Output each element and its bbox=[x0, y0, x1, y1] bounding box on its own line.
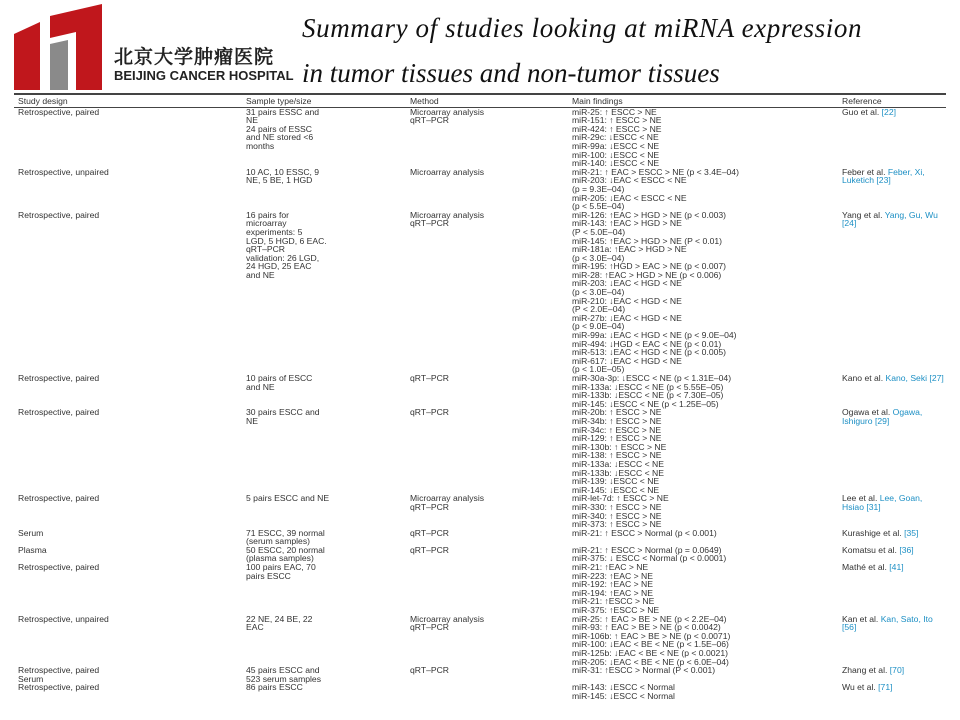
findings-cell-line: miR-let-7d: ↑ ESCC > NE bbox=[572, 493, 669, 504]
slide-title bbox=[302, 6, 952, 96]
study-design-cell-line: Retrospective, paired bbox=[18, 407, 100, 418]
findings-cell-line: miR-25: ↑ EAC > BE > NE (p < 2.2E–04) bbox=[572, 613, 727, 624]
findings-cell-line: miR-125b: ↓EAC < BE < NE (p < 0.0021) bbox=[572, 648, 728, 658]
header-study-design: Study design bbox=[14, 94, 242, 107]
study-design-cell-line: Retrospective, paired bbox=[18, 493, 100, 504]
reference-author: Lee et al. bbox=[842, 493, 880, 504]
findings-cell-line: miR-375: ↑ESCC > NE bbox=[572, 605, 660, 616]
findings-cell-line: (P < 2.0E–04) bbox=[572, 304, 626, 315]
header-reference: Reference bbox=[838, 94, 946, 107]
findings-cell-line: miR-205: ↓EAC < BE < NE (p < 6.0E–04) bbox=[572, 656, 729, 667]
method-cell-line: Microarray analysis bbox=[410, 613, 485, 624]
sample-cell-line: experiments: 5 bbox=[246, 226, 303, 237]
findings-cell-line: miR-28: ↑EAC > HGD > NE (p < 0.006) bbox=[572, 269, 722, 280]
study-design-cell-line: Retrospective, paired bbox=[18, 209, 100, 220]
sample-cell-line: 100 pairs EAC, 70 bbox=[246, 562, 316, 573]
study-design-cell-line: Plasma bbox=[18, 544, 47, 555]
study-design-cell bbox=[14, 408, 242, 494]
study-design-cell bbox=[14, 494, 242, 528]
findings-cell-line: miR-223: ↑EAC > NE bbox=[572, 570, 653, 581]
findings-cell bbox=[568, 494, 838, 528]
findings-cell-line: miR-143: ↓ESCC < Normal bbox=[572, 682, 675, 693]
sample-cell-line: NE bbox=[246, 115, 258, 126]
sample-cell-line: and NE stored <6 bbox=[246, 132, 314, 143]
method-cell-line: qRT–PCR bbox=[410, 115, 450, 126]
header-main-findings: Main findings bbox=[568, 94, 838, 107]
study-design-cell bbox=[14, 374, 242, 408]
findings-cell-line: miR-373: ↑ ESCC > NE bbox=[572, 519, 662, 530]
findings-cell-line: miR-133a: ↓ESCC < NE bbox=[572, 458, 664, 469]
findings-cell-line: miR-106b: ↑ EAC > BE > NE (p < 0.0071) bbox=[572, 630, 731, 641]
method-cell bbox=[406, 408, 568, 494]
study-design-cell bbox=[14, 529, 242, 546]
findings-cell-line: miR-27b: ↓EAC < HGD < NE bbox=[572, 312, 682, 323]
reference-cell bbox=[838, 529, 946, 546]
findings-cell-line: miR-513: ↓EAC < HGD < NE (p < 0.005) bbox=[572, 347, 727, 358]
findings-cell bbox=[568, 615, 838, 667]
findings-cell-line: miR-195: ↑HGD > EAC > NE (p < 0.007) bbox=[572, 261, 727, 272]
findings-cell-line: (P < 5.0E–04) bbox=[572, 226, 626, 237]
sample-cell-line: NE, 5 BE, 1 HGD bbox=[246, 175, 313, 186]
table-row bbox=[14, 546, 946, 563]
method-cell-line bbox=[410, 563, 568, 572]
sample-cell bbox=[242, 563, 406, 615]
method-cell bbox=[406, 529, 568, 546]
sample-cell bbox=[242, 546, 406, 563]
findings-cell-line: miR-330: ↑ ESCC > NE bbox=[572, 501, 662, 512]
sample-cell bbox=[242, 408, 406, 494]
table-row bbox=[14, 374, 946, 408]
study-design-cell bbox=[14, 683, 242, 700]
table-row bbox=[14, 563, 946, 615]
study-design-cell bbox=[14, 168, 242, 211]
sample-cell-line: 31 pairs ESSC and bbox=[246, 106, 320, 117]
reference-author: Guo et al. bbox=[842, 106, 882, 117]
reference-author: Kurashige et al. bbox=[842, 527, 905, 538]
reference-cell bbox=[838, 408, 946, 494]
sample-cell-line: 24 pairs of ESSC bbox=[246, 123, 312, 134]
reference-cell bbox=[838, 546, 946, 563]
findings-cell-line: (p < 1.0E–05) bbox=[572, 364, 625, 375]
sample-cell-line: validation: 26 LGD, bbox=[246, 252, 320, 263]
study-design-cell-line: Retrospective, unpaired bbox=[18, 166, 109, 177]
findings-cell-line: miR-21: ↑ ESCC > Normal (p = 0.0649) bbox=[572, 544, 722, 555]
sample-cell-line: and NE bbox=[246, 381, 275, 392]
reference-cell bbox=[838, 563, 946, 615]
sample-cell-line: 45 pairs ESCC and bbox=[246, 665, 320, 676]
sample-cell-line: 86 pairs ESCC bbox=[246, 682, 303, 693]
findings-cell bbox=[568, 168, 838, 211]
sample-cell bbox=[242, 168, 406, 211]
findings-cell-line: miR-424: ↑ ESCC > NE bbox=[572, 123, 662, 134]
findings-cell-line: miR-126: ↑EAC > HGD > NE (p < 0.003) bbox=[572, 209, 727, 220]
findings-cell-line: miR-494: ↓HGD < EAC < NE (p < 0.01) bbox=[572, 338, 722, 349]
reference-link[interactable]: Feber, Xi, Luketich [23] bbox=[842, 166, 925, 186]
method-cell-line: qRT–PCR bbox=[410, 665, 450, 676]
findings-cell-line: miR-140: ↓ESCC < NE bbox=[572, 158, 660, 169]
table-row bbox=[14, 529, 946, 546]
method-cell-line: qRT–PCR bbox=[410, 527, 450, 538]
header-sample-type: Sample type/size bbox=[242, 94, 406, 107]
sample-cell-line: 10 pairs of ESCC bbox=[246, 373, 313, 383]
findings-cell-line: miR-145: ↑EAC > HGD > NE (P < 0.01) bbox=[572, 235, 723, 246]
sample-cell bbox=[242, 615, 406, 667]
reference-author: Ogawa et al. bbox=[842, 407, 893, 418]
studies-table bbox=[14, 93, 946, 701]
findings-cell-line: miR-20b: ↑ ESCC > NE bbox=[572, 407, 662, 418]
reference-cell bbox=[838, 683, 946, 700]
reference-author: Feber et al. bbox=[842, 166, 888, 177]
sample-cell bbox=[242, 529, 406, 546]
findings-cell-line: miR-30a-3p: ↓ESCC < NE (p < 1.31E–04) bbox=[572, 373, 732, 383]
findings-cell-line: (p < 9.0E–04) bbox=[572, 321, 625, 332]
table-row bbox=[14, 494, 946, 528]
findings-cell-line: miR-375: ↓ ESCC < Normal (p < 0.0001) bbox=[572, 553, 727, 564]
method-cell bbox=[406, 615, 568, 667]
findings-cell-line: miR-100: ↓ESCC < NE bbox=[572, 149, 660, 160]
reference-link[interactable]: Kano, Seki [27] bbox=[885, 373, 944, 383]
findings-cell-line: miR-21: ↑EAC > NE bbox=[572, 562, 649, 573]
sample-cell-line: NE bbox=[246, 415, 258, 426]
findings-cell-line: miR-29c: ↓ESCC < NE bbox=[572, 132, 659, 143]
hospital-logo bbox=[10, 4, 300, 92]
findings-cell-line: (p < 5.5E–04) bbox=[572, 201, 625, 212]
findings-cell-line: miR-25: ↑ ESCC > NE bbox=[572, 106, 657, 117]
findings-cell bbox=[568, 683, 838, 700]
findings-cell-line: miR-203: ↓EAC < HGD < NE bbox=[572, 278, 682, 289]
findings-cell bbox=[568, 211, 838, 374]
findings-cell-line: miR-617: ↓EAC < HGD < NE bbox=[572, 355, 682, 366]
findings-cell-line: miR-192: ↑EAC > NE bbox=[572, 579, 653, 590]
method-cell-line: Microarray analysis bbox=[410, 493, 485, 504]
findings-cell-line: miR-145: ↓ESCC < Normal bbox=[572, 690, 675, 701]
method-cell bbox=[406, 563, 568, 615]
sample-cell-line: 22 NE, 24 BE, 22 bbox=[246, 613, 313, 624]
findings-cell-line: miR-129: ↑ ESCC > NE bbox=[572, 433, 662, 444]
sample-cell-line: 24 HGD, 25 EAC bbox=[246, 261, 312, 272]
findings-cell-line: miR-138: ↑ ESCC > NE bbox=[572, 450, 662, 461]
sample-cell-line: 16 pairs for bbox=[246, 209, 289, 220]
sample-cell bbox=[242, 211, 406, 374]
findings-cell bbox=[568, 107, 838, 168]
reference-cell bbox=[838, 374, 946, 408]
findings-cell-line: miR-210: ↓EAC < HGD < NE bbox=[572, 295, 682, 306]
table-row bbox=[14, 666, 946, 683]
study-design-cell-line: Serum bbox=[18, 527, 44, 538]
sample-cell-line: qRT–PCR bbox=[246, 244, 286, 255]
title-line-1: Summary of studies looking at miRNA expression bbox=[302, 13, 863, 43]
reference-author: Zhang et al. bbox=[842, 665, 890, 676]
logo-mark-icon bbox=[10, 4, 110, 90]
sample-cell-line: (plasma samples) bbox=[246, 553, 314, 564]
study-design-cell bbox=[14, 546, 242, 563]
logo-chinese-text: 北京大学肿瘤医院 bbox=[114, 46, 275, 68]
reference-author: Kano et al. bbox=[842, 373, 886, 383]
sample-cell-line: months bbox=[246, 140, 275, 151]
study-design-cell-line: Serum bbox=[18, 673, 44, 684]
study-design-cell-line: Retrospective, paired bbox=[18, 106, 100, 117]
findings-cell-line: miR-99a: ↓ESCC < NE bbox=[572, 140, 660, 151]
reference-author: Wu et al. bbox=[842, 682, 879, 693]
findings-cell bbox=[568, 408, 838, 494]
reference-cell bbox=[838, 615, 946, 667]
findings-cell bbox=[568, 529, 838, 546]
method-cell-line: Microarray analysis bbox=[410, 166, 485, 177]
findings-cell-line: miR-340: ↑ ESCC > NE bbox=[572, 510, 662, 521]
study-design-cell-line: Retrospective, paired bbox=[18, 562, 100, 573]
method-cell-line: qRT–PCR bbox=[410, 373, 450, 383]
study-design-cell bbox=[14, 211, 242, 374]
study-design-cell bbox=[14, 666, 242, 683]
reference-link[interactable]: [70] bbox=[889, 665, 905, 676]
method-cell-line: qRT–PCR bbox=[410, 544, 450, 555]
findings-cell-line: miR-34b: ↑ ESCC > NE bbox=[572, 415, 662, 426]
findings-cell-line: miR-133b: ↓ESCC < NE (p < 7.30E–05) bbox=[572, 390, 724, 401]
method-cell-line: Microarray analysis bbox=[410, 106, 485, 117]
sample-cell bbox=[242, 374, 406, 408]
method-cell bbox=[406, 494, 568, 528]
method-cell bbox=[406, 211, 568, 374]
reference-author: Komatsu et al. bbox=[842, 544, 900, 555]
reference-link[interactable]: [35] bbox=[904, 527, 919, 538]
findings-cell bbox=[568, 563, 838, 615]
findings-cell-line: miR-21: ↑ ESCC > Normal (p < 0.001) bbox=[572, 527, 717, 538]
method-cell bbox=[406, 666, 568, 683]
method-cell bbox=[406, 107, 568, 168]
sample-cell bbox=[242, 683, 406, 700]
method-cell bbox=[406, 168, 568, 211]
study-design-cell-line: Retrospective, paired bbox=[18, 665, 100, 676]
reference-link[interactable]: [41] bbox=[889, 562, 904, 573]
table-row bbox=[14, 408, 946, 494]
method-cell bbox=[406, 546, 568, 563]
sample-cell bbox=[242, 107, 406, 168]
reference-link[interactable]: [71] bbox=[878, 682, 893, 693]
header-method: Method bbox=[406, 94, 568, 107]
method-cell-line: qRT–PCR bbox=[410, 218, 450, 229]
table-row bbox=[14, 211, 946, 374]
reference-cell bbox=[838, 494, 946, 528]
table-body bbox=[14, 107, 946, 700]
study-design-cell-line: Retrospective, paired bbox=[18, 373, 100, 383]
method-cell bbox=[406, 683, 568, 700]
table-row bbox=[14, 615, 946, 667]
table-header-row bbox=[14, 94, 946, 107]
sample-cell-line: 71 ESCC, 39 normal bbox=[246, 527, 325, 538]
sample-cell-line: microarray bbox=[246, 218, 287, 229]
sample-cell-line: 523 serum samples bbox=[246, 673, 321, 684]
table-row bbox=[14, 683, 946, 700]
sample-cell-line: pairs ESCC bbox=[246, 570, 291, 581]
table-row bbox=[14, 168, 946, 211]
study-design-cell bbox=[14, 107, 242, 168]
method-cell-line bbox=[410, 683, 568, 692]
study-design-cell-line: Retrospective, paired bbox=[18, 682, 100, 693]
findings-cell-line: miR-31: ↑ESCC > Normal (P < 0.001) bbox=[572, 665, 716, 676]
findings-cell-line: miR-151: ↑ ESCC > NE bbox=[572, 115, 662, 126]
reference-link[interactable]: [36] bbox=[899, 544, 914, 555]
study-design-cell bbox=[14, 615, 242, 667]
findings-cell-line: miR-133a: ↓ESCC < NE (p < 5.55E–05) bbox=[572, 381, 724, 392]
findings-cell-line: (p < 3.0E–04) bbox=[572, 252, 625, 263]
reference-link[interactable]: Yang, Gu, Wu [24] bbox=[842, 209, 938, 229]
findings-cell-line: miR-21: ↑ESCC > NE bbox=[572, 596, 655, 607]
sample-cell-line: LGD, 5 HGD, 6 EAC. bbox=[246, 235, 327, 246]
sample-cell-line: 5 pairs ESCC and NE bbox=[246, 493, 330, 504]
method-cell-line: qRT–PCR bbox=[410, 622, 450, 633]
findings-cell bbox=[568, 666, 838, 683]
findings-cell-line: miR-194: ↑EAC > NE bbox=[572, 587, 653, 598]
findings-cell bbox=[568, 374, 838, 408]
sample-cell-line: (serum samples) bbox=[246, 536, 310, 547]
findings-cell-line: miR-93: ↑ EAC > BE > NE (p < 0.0042) bbox=[572, 622, 721, 633]
method-cell-line: Microarray analysis bbox=[410, 209, 485, 220]
findings-cell-line: miR-21: ↑ EAC > ESCC > NE (p < 3.4E–04) bbox=[572, 166, 739, 177]
title-line-2: in tumor tissues and non-tumor tissues bbox=[302, 58, 720, 88]
reference-cell bbox=[838, 666, 946, 683]
findings-cell-line: miR-34c: ↑ ESCC > NE bbox=[572, 424, 662, 435]
method-cell bbox=[406, 374, 568, 408]
findings-cell-line: miR-130b: ↑ ESCC > NE bbox=[572, 441, 667, 452]
logo-english-text: BEIJING CANCER HOSPITAL bbox=[114, 68, 294, 83]
sample-cell bbox=[242, 494, 406, 528]
findings-cell-line: miR-143: ↑EAC > HGD > NE bbox=[572, 218, 682, 229]
reference-link[interactable]: [22] bbox=[881, 106, 896, 117]
findings-cell-line: miR-145: ↓ESCC < NE bbox=[572, 484, 660, 495]
findings-cell-line: miR-203: ↓EAC < ESCC < NE bbox=[572, 175, 687, 186]
sample-cell-line: EAC bbox=[246, 622, 264, 633]
reference-author: Mathé et al. bbox=[842, 562, 890, 573]
sample-cell bbox=[242, 666, 406, 683]
findings-cell-line: miR-100: ↓EAC < BE < NE (p < 1.5E–06) bbox=[572, 639, 729, 650]
findings-cell-line: (p < 3.0E–04) bbox=[572, 287, 625, 298]
findings-cell-line: miR-99a: ↓EAC < HGD < NE (p < 9.0E–04) bbox=[572, 330, 737, 341]
reference-link[interactable]: Lee, Goan, Hsiao [31] bbox=[842, 493, 923, 512]
findings-cell-line: miR-139: ↓ESCC < NE bbox=[572, 476, 660, 487]
reference-link[interactable]: Kan, Sato, Ito [56] bbox=[842, 613, 933, 633]
sample-cell-line: 30 pairs ESCC and bbox=[246, 407, 320, 418]
findings-cell-line: miR-205: ↓EAC < ESCC < NE bbox=[572, 192, 687, 203]
findings-cell-line: miR-181a: ↑EAC > HGD > NE bbox=[572, 244, 687, 255]
reference-author: Kan et al. bbox=[842, 613, 881, 624]
findings-cell bbox=[568, 546, 838, 563]
reference-link[interactable]: Ogawa, Ishiguro [29] bbox=[842, 407, 923, 426]
findings-cell-line: miR-133b: ↓ESCC < NE bbox=[572, 467, 664, 478]
findings-cell-line: (p = 9.3E–04) bbox=[572, 183, 625, 194]
findings-cell-line: miR-145: ↓ESCC < NE (p < 1.25E–05) bbox=[572, 398, 719, 409]
reference-author: Yang et al. bbox=[842, 209, 885, 220]
sample-cell-line: and NE bbox=[246, 269, 275, 280]
study-design-cell-line: Retrospective, unpaired bbox=[18, 613, 109, 624]
table-row bbox=[14, 107, 946, 168]
study-design-cell bbox=[14, 563, 242, 615]
sample-cell-line: 10 AC, 10 ESSC, 9 bbox=[246, 166, 320, 177]
method-cell-line: qRT–PCR bbox=[410, 407, 450, 418]
method-cell-line: qRT–PCR bbox=[410, 501, 450, 512]
reference-cell bbox=[838, 211, 946, 374]
reference-cell bbox=[838, 107, 946, 168]
sample-cell-line: 50 ESCC, 20 normal bbox=[246, 544, 325, 555]
reference-cell bbox=[838, 168, 946, 211]
